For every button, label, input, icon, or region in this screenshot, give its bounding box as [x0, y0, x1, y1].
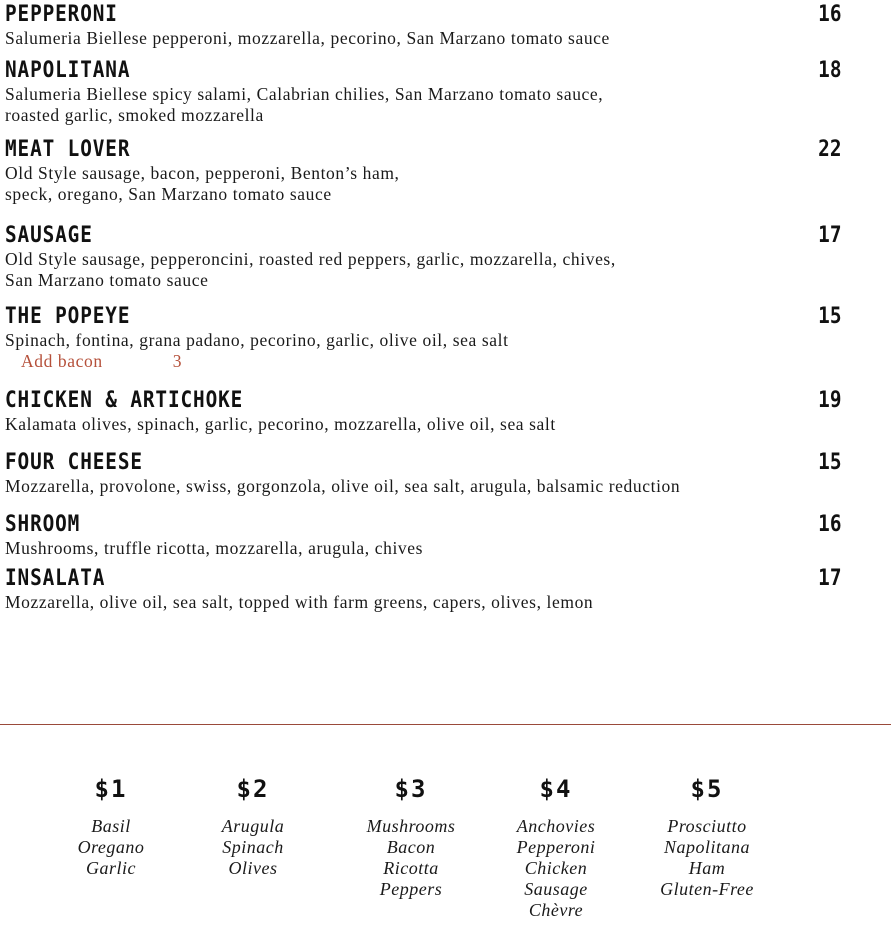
menu-item-chicken-artichoke — [5, 388, 841, 435]
menu-item-four-cheese — [5, 450, 841, 497]
topping-item: Sausage — [524, 879, 588, 899]
item-name: MEAT LOVER — [5, 137, 131, 162]
topping-tier-1 — [36, 774, 186, 879]
item-price: 16 — [817, 512, 841, 537]
topping-list — [481, 816, 631, 921]
topping-item: Peppers — [379, 879, 443, 899]
item-description: Kalamata olives, spinach, garlic, pecorino, mozzarella, olive oil, sea salt — [5, 414, 556, 434]
topping-item: Ricotta — [383, 858, 439, 878]
item-description: Salumeria Biellese pepperoni, mozzarella, pecorino, San Marzano tomato sauce — [5, 28, 610, 48]
topping-item: Arugula — [221, 816, 285, 836]
menu-item-insalata — [5, 566, 841, 613]
item-price: 17 — [817, 566, 841, 591]
topping-item: Gluten-Free — [660, 879, 754, 899]
topping-item: Bacon — [386, 837, 436, 857]
item-description: Mozzarella, olive oil, sea salt, topped with farm greens, capers, olives, lemon — [5, 592, 594, 612]
item-name: INSALATA — [5, 566, 106, 591]
menu-item-sausage — [5, 223, 841, 291]
item-price: 15 — [817, 304, 841, 329]
item-name: CHICKEN & ARTICHOKE — [5, 388, 244, 413]
item-description: Mozzarella, provolone, swiss, gorgonzola, olive oil, sea salt, arugula, balsamic reduction — [5, 476, 681, 496]
menu-item-meat-lover — [5, 137, 841, 205]
menu-item-pepperoni — [5, 2, 841, 49]
item-price: 19 — [817, 388, 841, 413]
topping-price: $5 — [690, 775, 724, 803]
topping-item: Garlic — [86, 858, 136, 878]
item-name: FOUR CHEESE — [5, 450, 143, 475]
item-price: 18 — [817, 58, 841, 83]
topping-price: $4 — [539, 775, 573, 803]
menu-item-shroom — [5, 512, 841, 559]
topping-item: Chèvre — [528, 900, 584, 920]
item-price: 15 — [817, 450, 841, 475]
topping-item: Spinach — [222, 837, 284, 857]
addon-label: Add bacon — [21, 351, 103, 371]
topping-list — [36, 816, 186, 879]
item-description: Old Style sausage, pepperoncini, roasted red peppers, garlic, mozzarella, chives, San Marzano tomato sauce — [5, 249, 616, 290]
topping-item: Prosciutto — [667, 816, 747, 836]
topping-item: Pepperoni — [516, 837, 596, 857]
topping-price: $1 — [94, 775, 128, 803]
topping-tier-5 — [632, 774, 782, 900]
addon-price: 3 — [172, 351, 183, 371]
topping-item: Oregano — [77, 837, 145, 857]
topping-tier-2 — [178, 774, 328, 879]
section-divider — [0, 724, 891, 725]
topping-item: Mushrooms — [366, 816, 456, 836]
menu-item-the-popeye — [5, 304, 841, 371]
item-price: 17 — [817, 223, 841, 248]
topping-item: Basil — [91, 816, 131, 836]
item-description: Salumeria Biellese spicy salami, Calabrian chilies, San Marzano tomato sauce, roasted garlic, smoked mozzarella — [5, 84, 604, 125]
menu-item-napolitana — [5, 58, 841, 126]
addon-bacon — [21, 351, 841, 371]
topping-price: $3 — [394, 775, 428, 803]
topping-item: Ham — [688, 858, 726, 878]
topping-tier-4 — [481, 774, 631, 921]
item-name: SHROOM — [5, 512, 81, 537]
item-description: Spinach, fontina, grana padano, pecorino, garlic, olive oil, sea salt — [5, 330, 509, 350]
topping-tier-3 — [336, 774, 486, 900]
topping-item: Olives — [228, 858, 278, 878]
topping-price: $2 — [236, 775, 270, 803]
topping-list — [632, 816, 782, 900]
item-price: 22 — [817, 137, 841, 162]
item-name: SAUSAGE — [5, 223, 93, 248]
topping-item: Anchovies — [516, 816, 596, 836]
topping-item: Napolitana — [663, 837, 750, 857]
item-name: PEPPERONI — [5, 2, 118, 27]
topping-list — [178, 816, 328, 879]
item-description: Old Style sausage, bacon, pepperoni, Benton’s ham, speck, oregano, San Marzano tomato sauce — [5, 163, 400, 204]
item-name: NAPOLITANA — [5, 58, 131, 83]
item-price: 16 — [817, 2, 841, 27]
item-description: Mushrooms, truffle ricotta, mozzarella, arugula, chives — [5, 538, 424, 558]
topping-list — [336, 816, 486, 900]
topping-item: Chicken — [524, 858, 588, 878]
item-name: THE POPEYE — [5, 304, 131, 329]
